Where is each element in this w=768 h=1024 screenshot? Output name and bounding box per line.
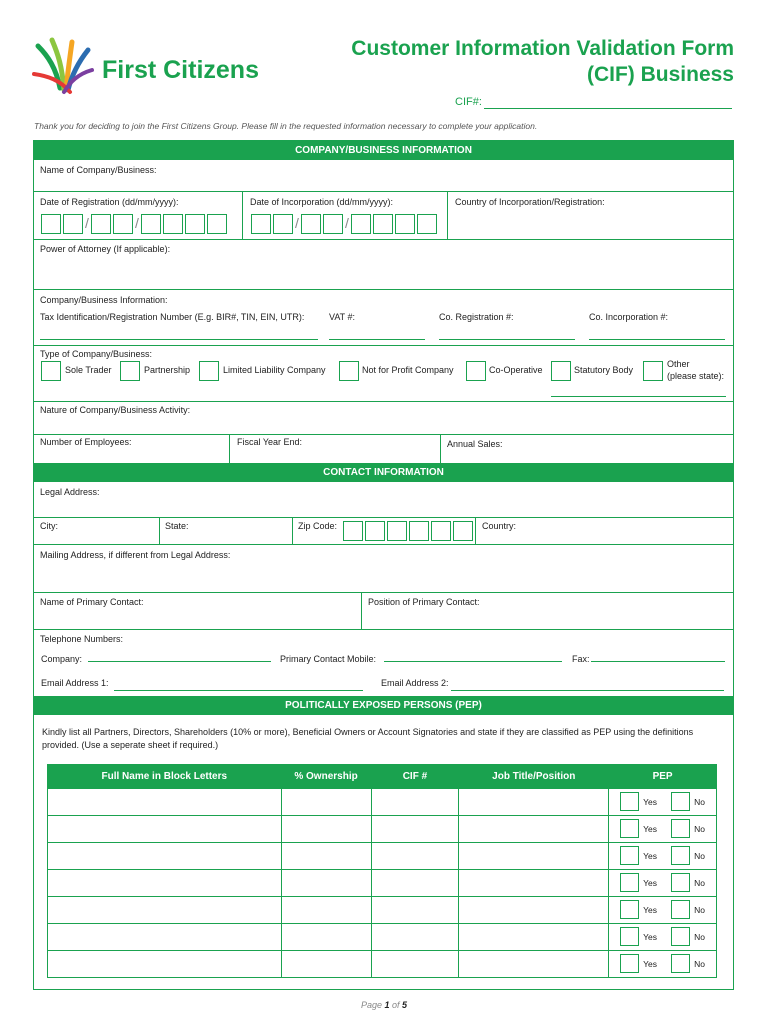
tin-label: Tax Identification/Registration Number (E.g. BIR#, TIN, EIN, UTR): xyxy=(40,312,305,322)
inc-date-label: Date of Incorporation (dd/mm/yyyy): xyxy=(250,197,394,207)
page-total: 5 xyxy=(402,1000,408,1010)
mobile-input[interactable] xyxy=(384,661,562,662)
ownership-cell[interactable] xyxy=(281,843,371,870)
reg-date-box[interactable] xyxy=(141,214,161,234)
pep-yes-checkbox[interactable] xyxy=(620,819,639,838)
full-name-cell[interactable] xyxy=(48,870,282,897)
reg-date-box[interactable] xyxy=(185,214,205,234)
pep-yes-label: Yes xyxy=(643,932,658,942)
type-option-label: Not for Profit Company xyxy=(362,365,454,375)
type-option-label: Statutory Body xyxy=(574,365,634,375)
job-title-cell[interactable] xyxy=(459,843,609,870)
city-label: City: xyxy=(40,521,58,531)
page-prefix: Page xyxy=(360,1000,385,1010)
table-row xyxy=(48,816,717,843)
pep-cell xyxy=(609,789,717,816)
date-separator: / xyxy=(85,215,89,231)
pep-no-label: No xyxy=(694,932,706,942)
pep-yes-label: Yes xyxy=(643,959,658,969)
full-name-cell[interactable] xyxy=(48,789,282,816)
cif-cell[interactable] xyxy=(371,789,459,816)
cooperative-checkbox[interactable] xyxy=(466,361,486,381)
reg-date-box[interactable] xyxy=(63,214,83,234)
email1-label: Email Address 1: xyxy=(41,678,109,688)
mailing-address-label: Mailing Address, if different from Legal Address: xyxy=(40,550,231,560)
coinc-input[interactable] xyxy=(589,339,725,340)
other-input[interactable] xyxy=(551,396,726,397)
divider xyxy=(447,191,448,239)
cif-cell[interactable] xyxy=(371,924,459,951)
pep-no-checkbox[interactable] xyxy=(671,927,690,946)
zip-box[interactable] xyxy=(343,521,363,541)
page-of: of xyxy=(389,1000,403,1010)
type-option-label: Co-Operative xyxy=(489,365,543,375)
table-row xyxy=(48,924,717,951)
pep-yes-checkbox[interactable] xyxy=(620,927,639,946)
nonprofit-checkbox[interactable] xyxy=(339,361,359,381)
pep-yes-checkbox[interactable] xyxy=(620,954,639,973)
pep-no-checkbox[interactable] xyxy=(671,900,690,919)
ownership-cell[interactable] xyxy=(281,789,371,816)
pep-yes-checkbox[interactable] xyxy=(620,792,639,811)
pep-no-label: No xyxy=(694,905,706,915)
tin-input[interactable] xyxy=(40,339,318,340)
employees-label: Number of Employees: xyxy=(40,437,132,447)
pep-no-checkbox[interactable] xyxy=(671,792,690,811)
reg-date-box[interactable] xyxy=(207,214,227,234)
divider xyxy=(475,517,476,544)
cif-input-line[interactable] xyxy=(484,108,732,109)
divider xyxy=(34,401,733,402)
ownership-cell[interactable] xyxy=(281,924,371,951)
job-title-cell[interactable] xyxy=(459,924,609,951)
table-row xyxy=(48,843,717,870)
ownership-cell[interactable] xyxy=(281,816,371,843)
date-separator: / xyxy=(345,215,349,231)
full-name-cell[interactable] xyxy=(48,816,282,843)
full-name-cell[interactable] xyxy=(48,924,282,951)
form-title-line1: Customer Information Validation Form xyxy=(351,37,734,60)
primary-contact-position-label: Position of Primary Contact: xyxy=(368,597,480,607)
coinc-label: Co. Incorporation #: xyxy=(589,312,669,322)
email1-input[interactable] xyxy=(114,690,363,691)
country-label: Country: xyxy=(482,521,517,531)
zip-box[interactable] xyxy=(387,521,407,541)
llc-checkbox[interactable] xyxy=(199,361,219,381)
pep-no-label: No xyxy=(694,851,706,861)
inc-date-box[interactable] xyxy=(323,214,343,234)
pep-section-header: POLITICALLY EXPOSED PERSONS (PEP) xyxy=(34,696,733,715)
cif-label: CIF#: xyxy=(455,96,482,108)
pep-yes-label: Yes xyxy=(643,851,658,861)
divider xyxy=(440,434,441,463)
form-title xyxy=(351,36,734,88)
ownership-cell[interactable] xyxy=(281,870,371,897)
divider xyxy=(292,517,293,544)
zip-box[interactable] xyxy=(453,521,473,541)
reg-date-label: Date of Registration (dd/mm/yyyy): xyxy=(40,197,179,207)
form-body xyxy=(33,140,734,990)
table-row xyxy=(48,897,717,924)
divider xyxy=(34,592,733,593)
pep-cell xyxy=(609,843,717,870)
inc-date-box[interactable] xyxy=(351,214,371,234)
zip-box[interactable] xyxy=(431,521,451,541)
fax-input[interactable] xyxy=(591,661,725,662)
reg-date-box[interactable] xyxy=(91,214,111,234)
other-checkbox[interactable] xyxy=(643,361,663,381)
statutory-body-checkbox[interactable] xyxy=(551,361,571,381)
col-full-name: Full Name in Block Letters xyxy=(48,765,282,789)
pep-instructions: Kindly list all Partners, Directors, Shareholders (10% or more), Beneficial Owners or Account Signatories and state if they are classified as PEP using the definitions provided. (Use a seperate sheet if required.) xyxy=(42,727,694,750)
divider xyxy=(34,289,733,290)
pep-no-label: No xyxy=(694,878,706,888)
partnership-checkbox[interactable] xyxy=(120,361,140,381)
job-title-cell[interactable] xyxy=(459,789,609,816)
first-citizens-logo-icon xyxy=(30,36,98,98)
col-job-title: Job Title/Position xyxy=(459,765,609,789)
reg-date-box[interactable] xyxy=(41,214,61,234)
pep-no-label: No xyxy=(694,797,706,807)
cif-cell[interactable] xyxy=(371,951,459,978)
col-pep: PEP xyxy=(609,765,717,789)
job-title-cell[interactable] xyxy=(459,870,609,897)
table-row xyxy=(48,789,717,816)
page-number: 1 xyxy=(384,1000,390,1010)
inc-date-box[interactable] xyxy=(273,214,293,234)
pep-yes-checkbox[interactable] xyxy=(620,846,639,865)
cif-cell[interactable] xyxy=(371,870,459,897)
type-option-label: Sole Trader xyxy=(65,365,112,375)
zip-label: Zip Code: xyxy=(298,521,338,531)
pep-no-checkbox[interactable] xyxy=(671,954,690,973)
inc-date-box[interactable] xyxy=(417,214,437,234)
brand-name: First Citizens xyxy=(102,56,259,84)
cif-cell[interactable] xyxy=(371,816,459,843)
divider xyxy=(34,517,733,518)
full-name-cell[interactable] xyxy=(48,897,282,924)
reg-date-box[interactable] xyxy=(163,214,183,234)
poa-label: Power of Attorney (If applicable): xyxy=(40,244,171,254)
coreg-input[interactable] xyxy=(439,339,575,340)
divider xyxy=(34,544,733,545)
telephone-label: Telephone Numbers: xyxy=(40,634,124,644)
coreg-label: Co. Registration #: xyxy=(439,312,514,322)
inc-date-box[interactable] xyxy=(251,214,271,234)
date-separator: / xyxy=(135,215,139,231)
type-label: Type of Company/Business: xyxy=(40,349,153,359)
mobile-label: Primary Contact Mobile: xyxy=(280,654,377,664)
fax-label: Fax: xyxy=(572,654,590,664)
sales-label: Annual Sales: xyxy=(447,439,503,449)
country-inc-label: Country of Incorporation/Registration: xyxy=(455,197,605,207)
table-row xyxy=(48,951,717,978)
pep-no-label: No xyxy=(694,824,706,834)
pep-no-checkbox[interactable] xyxy=(671,846,690,865)
inc-date-box[interactable] xyxy=(373,214,393,234)
company-phone-input[interactable] xyxy=(88,661,271,662)
vat-input[interactable] xyxy=(329,339,425,340)
pep-no-checkbox[interactable] xyxy=(671,873,690,892)
ownership-cell[interactable] xyxy=(281,951,371,978)
company-info-label: Company/Business Information: xyxy=(40,295,168,305)
job-title-cell[interactable] xyxy=(459,816,609,843)
pep-yes-label: Yes xyxy=(643,824,658,834)
legal-address-label: Legal Address: xyxy=(40,487,100,497)
table-row xyxy=(48,870,717,897)
inc-date-box[interactable] xyxy=(301,214,321,234)
pep-yes-label: Yes xyxy=(643,905,658,915)
divider xyxy=(361,592,362,629)
divider xyxy=(34,629,733,630)
job-title-cell[interactable] xyxy=(459,951,609,978)
other-label-line1: Other xyxy=(667,359,690,369)
type-option-label: Limited Liability Company xyxy=(223,365,326,375)
other-label-line2: (please state): xyxy=(667,371,725,381)
cif-cell[interactable] xyxy=(371,897,459,924)
divider xyxy=(242,191,243,239)
divider xyxy=(34,191,733,192)
page-footer xyxy=(0,1000,768,1010)
pep-yes-label: Yes xyxy=(643,797,658,807)
inc-date-box[interactable] xyxy=(395,214,415,234)
pep-cell xyxy=(609,951,717,978)
contact-section-header: CONTACT INFORMATION xyxy=(34,463,733,482)
pep-cell xyxy=(609,924,717,951)
job-title-cell[interactable] xyxy=(459,897,609,924)
type-option-label: Partnership xyxy=(144,365,191,375)
company-section-header: COMPANY/BUSINESS INFORMATION xyxy=(34,141,733,160)
sole-trader-checkbox[interactable] xyxy=(41,361,61,381)
divider xyxy=(34,239,733,240)
col-cif: CIF # xyxy=(371,765,459,789)
vat-label: VAT #: xyxy=(329,312,356,322)
pep-cell xyxy=(609,816,717,843)
divider xyxy=(34,434,733,435)
col-ownership: % Ownership xyxy=(281,765,371,789)
full-name-cell[interactable] xyxy=(48,951,282,978)
pep-cell xyxy=(609,870,717,897)
nature-label: Nature of Company/Business Activity: xyxy=(40,405,191,415)
pep-no-label: No xyxy=(694,959,706,969)
divider xyxy=(34,345,733,346)
primary-contact-name-label: Name of Primary Contact: xyxy=(40,597,144,607)
zip-box[interactable] xyxy=(409,521,429,541)
pep-yes-checkbox[interactable] xyxy=(620,873,639,892)
company-name-label: Name of Company/Business: xyxy=(40,165,157,175)
divider xyxy=(229,434,230,463)
pep-yes-label: Yes xyxy=(643,878,658,888)
date-separator: / xyxy=(295,215,299,231)
ownership-cell[interactable] xyxy=(281,897,371,924)
pep-no-checkbox[interactable] xyxy=(671,819,690,838)
divider xyxy=(159,517,160,544)
pep-yes-checkbox[interactable] xyxy=(620,900,639,919)
full-name-cell[interactable] xyxy=(48,843,282,870)
reg-date-box[interactable] xyxy=(113,214,133,234)
company-phone-label: Company: xyxy=(41,654,83,664)
form-title-line2: (CIF) Business xyxy=(586,63,734,86)
pep-table xyxy=(47,764,717,978)
cif-cell[interactable] xyxy=(371,843,459,870)
zip-box[interactable] xyxy=(365,521,385,541)
pep-cell xyxy=(609,897,717,924)
email2-label: Email Address 2: xyxy=(381,678,449,688)
state-label: State: xyxy=(165,521,189,531)
fiscal-label: Fiscal Year End: xyxy=(237,437,303,447)
email2-input[interactable] xyxy=(451,690,724,691)
intro-text: Thank you for deciding to join the First Citizens Group. Please fill in the requested information necessary to complete your application. xyxy=(34,121,538,131)
